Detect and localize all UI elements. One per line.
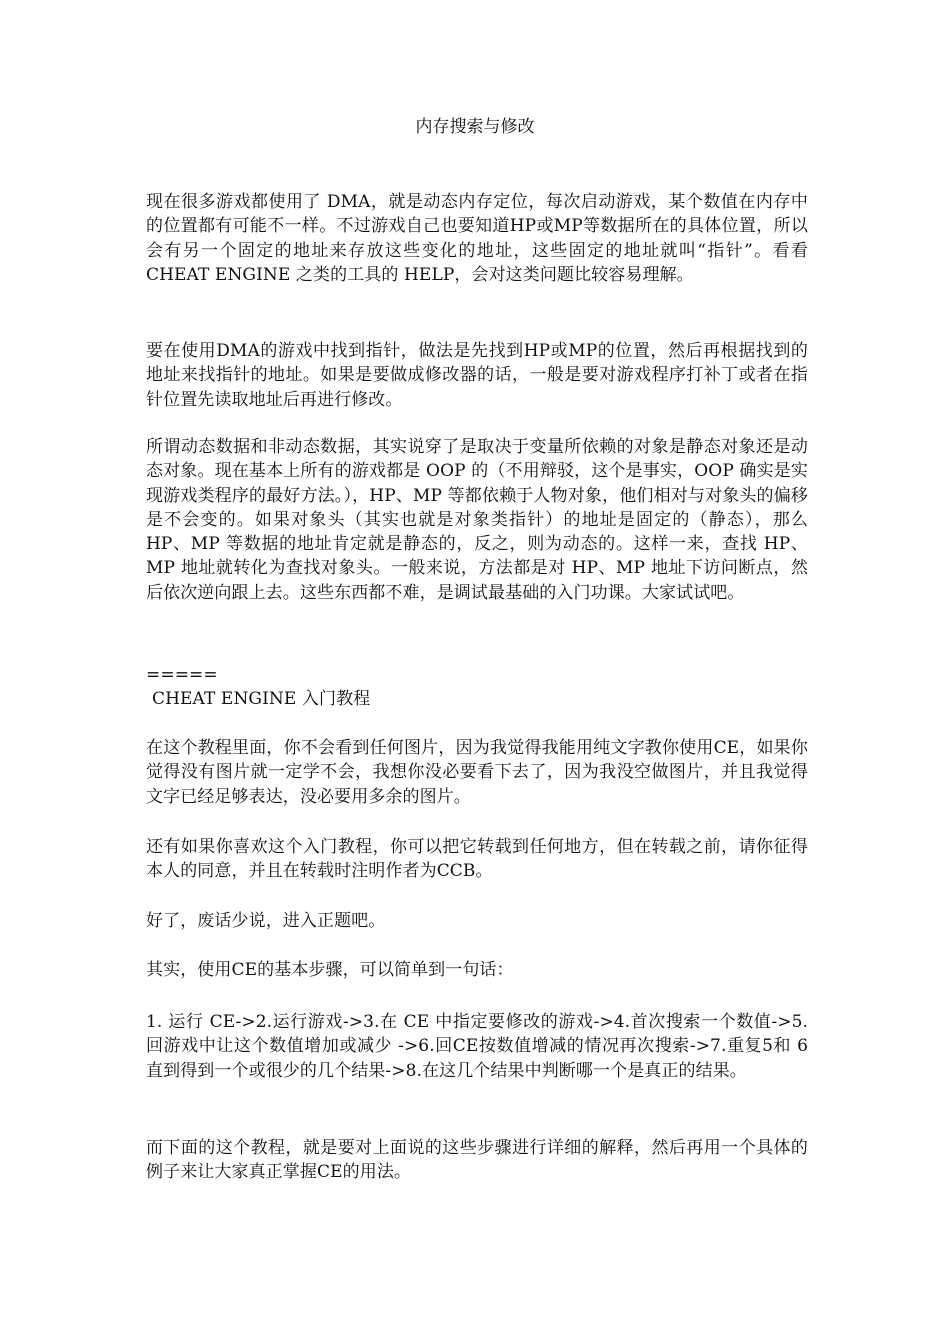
paragraph-basic-steps: 1. 运行 CE->2.运行游戏->3.在 CE 中指定要修改的游戏->4.首次搜索一个数值->5.回游戏中让这个数值增加或减少 ->6.回CE按数值增减的情况再次搜索->7.重复5和 6 直到得到一个或很少的几个结果->8.在这几个结果中判断哪一个是真正的结果。 <box>146 1012 808 1081</box>
section-separator: ===== <box>146 665 218 685</box>
paragraph-no-images: 在这个教程里面，你不会看到任何图片，因为我觉得我能用纯文字教你使用CE，如果你觉得没有图片就一定学不会，我想你没必要看下去了，因为我没空做图片，并且我觉得文字已经足够表达，没必要用多余的图片。 <box>146 738 808 807</box>
section-heading: CHEAT ENGINE 入门教程 <box>152 689 371 709</box>
paragraph-get-started: 好了，废话少说，进入正题吧。 <box>146 911 386 931</box>
paragraph-dma-intro: 现在很多游戏都使用了 DMA，就是动态内存定位，每次启动游戏，某个数值在内存中的位置都有可能不一样。不过游戏自己也要知道HP或MP等数据所在的具体位置，所以会有另一个固定的地址来存放这些变化的地址，这些固定的地址就叫“指针”。看看 CHEAT ENGINE 之类的工具的 HELP，会对这类问题比较容易理解。 <box>146 192 808 285</box>
paragraph-tutorial-outline: 而下面的这个教程，就是要对上面说的这些步骤进行详细的解释，然后再用一个具体的例子来让大家真正掌握CE的用法。 <box>146 1138 808 1183</box>
paragraph-dynamic-data: 所谓动态数据和非动态数据，其实说穿了是取决于变量所依赖的对象是静态对象还是动态对象。现在基本上所有的游戏都是 OOP 的（不用辩驳，这个是事实，OOP 确实是实现游戏类程序的最好方法。），HP、MP 等都依赖于人物对象，他们相对与对象头的偏移是不会变的。如果对象头（其实也就是对象类指针）的地址是固定的（静态），那么 HP、MP 等数据的地址肯定就是静态的，反之，则为动态的。这样一来，查找 HP、MP 地址就转化为查找对象头。一般来说，方法都是对 HP、MP 地址下访问断点，然后依次逆向跟上去。这些东西都不难，是调试最基础的入门功课。大家试试吧。 <box>146 437 808 603</box>
paragraph-reprint-notice: 还有如果你喜欢这个入门教程，你可以把它转载到任何地方，但在转载之前，请你征得本人的同意，并且在转载时注明作者为CCB。 <box>146 837 808 882</box>
document-title: 内存搜索与修改 <box>415 117 535 137</box>
paragraph-find-pointer: 要在使用DMA的游戏中找到指针，做法是先找到HP或MP的位置，然后再根据找到的地址来找指针的地址。如果是要做成修改器的话，一般是要对游戏程序打补丁或者在指针位置先读取地址后再进行修改。 <box>146 341 808 410</box>
paragraph-basic-steps-intro: 其实，使用CE的基本步骤，可以简单到一句话： <box>146 960 514 980</box>
